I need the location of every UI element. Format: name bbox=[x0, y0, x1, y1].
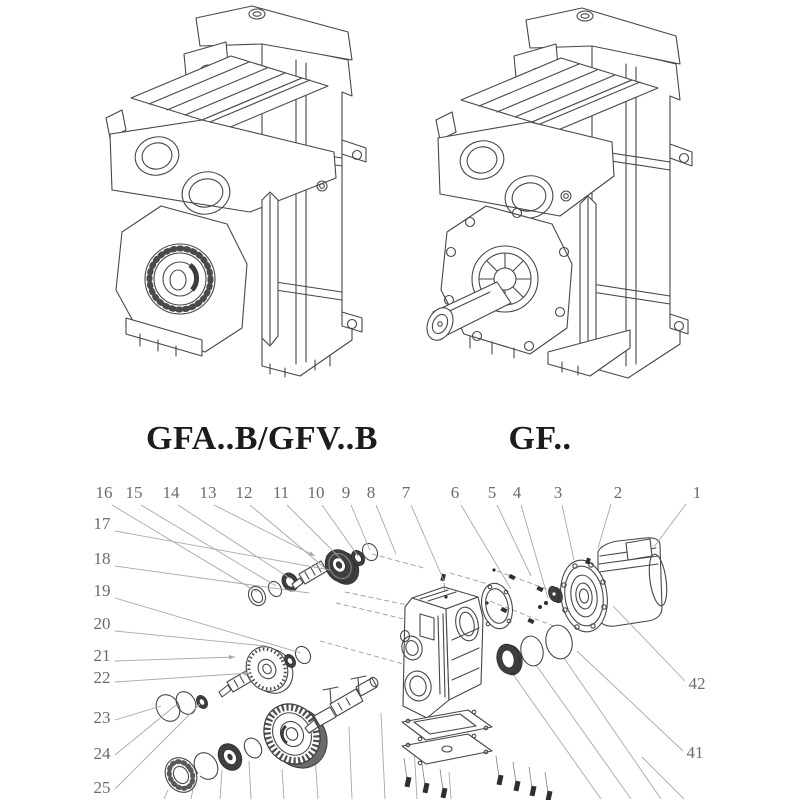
callout-label-8: 8 bbox=[366, 483, 376, 502]
callout-label-17: 17 bbox=[93, 514, 111, 533]
callout-leader-20 bbox=[115, 631, 266, 646]
callout-label-20: 20 bbox=[93, 614, 111, 633]
callout-label-21: 21 bbox=[93, 646, 111, 665]
callout-label-10: 10 bbox=[307, 483, 325, 502]
callout-leader-12 bbox=[250, 505, 325, 568]
callout-arrow-13 bbox=[309, 551, 315, 556]
callout-leader-17 bbox=[115, 531, 330, 570]
callout-leader-2 bbox=[598, 504, 611, 548]
callout-leader-15 bbox=[141, 505, 276, 586]
output-gear-cluster bbox=[159, 676, 380, 798]
exploded-view bbox=[94, 483, 706, 800]
input-shaft-cluster bbox=[245, 541, 380, 609]
callout-label-9: 9 bbox=[341, 483, 351, 502]
model-label-left: GFA..B/GFV..B bbox=[146, 420, 378, 457]
callout-label-3: 3 bbox=[553, 483, 563, 502]
exploded-callouts bbox=[94, 483, 706, 797]
callout-label-16: 16 bbox=[95, 483, 113, 502]
callout-label-14: 14 bbox=[162, 483, 180, 502]
callout-leader-3 bbox=[562, 505, 574, 560]
callout-leader-11 bbox=[287, 505, 342, 560]
callout-label-42: 42 bbox=[688, 674, 706, 693]
callout-label-25: 25 bbox=[93, 778, 111, 797]
callout-label-4: 4 bbox=[512, 483, 522, 502]
bottom-cover bbox=[402, 734, 492, 765]
callout-label-1: 1 bbox=[692, 483, 702, 502]
callout-leader-24 bbox=[115, 705, 176, 755]
callout-leader-4 bbox=[521, 505, 548, 598]
model-label-right: GF.. bbox=[508, 420, 572, 457]
callout-leader-5 bbox=[497, 505, 531, 576]
callout-label-41: 41 bbox=[686, 743, 704, 762]
callout-leader-14 bbox=[178, 505, 291, 579]
housing-gasket bbox=[402, 710, 492, 741]
callout-label-6: 6 bbox=[450, 483, 460, 502]
output-rings bbox=[494, 623, 575, 677]
callout-label-19: 19 bbox=[93, 581, 111, 600]
callout-leader-9 bbox=[351, 505, 370, 550]
callout-leader-41 bbox=[577, 651, 683, 751]
callout-leader-16 bbox=[112, 505, 257, 592]
motor bbox=[485, 538, 669, 635]
callout-label-22: 22 bbox=[93, 668, 111, 687]
callout-label-15: 15 bbox=[125, 483, 143, 502]
shaft-gearbox-drawing bbox=[422, 8, 692, 378]
callout-label-23: 23 bbox=[93, 708, 111, 727]
callout-leader-21 bbox=[115, 657, 235, 661]
callout-label-5: 5 bbox=[487, 483, 497, 502]
callout-leader-19 bbox=[115, 598, 301, 653]
callout-label-12: 12 bbox=[235, 483, 253, 502]
callout-leader-1 bbox=[654, 504, 686, 547]
gear-housing bbox=[399, 574, 483, 718]
callout-label-7: 7 bbox=[401, 483, 411, 502]
callout-arrow-21 bbox=[229, 655, 235, 659]
callout-leader-13 bbox=[214, 505, 315, 556]
callout-label-24: 24 bbox=[93, 744, 111, 763]
callout-leader-7 bbox=[411, 505, 444, 581]
callout-leader-18 bbox=[115, 566, 309, 593]
callout-label-13: 13 bbox=[199, 483, 217, 502]
callout-label-18: 18 bbox=[93, 549, 111, 568]
callout-leader-10 bbox=[322, 505, 358, 556]
callout-label-11: 11 bbox=[272, 483, 290, 502]
foot-mounted-gearbox-drawing bbox=[106, 6, 366, 377]
callout-leader-8 bbox=[376, 505, 396, 554]
callout-label-2: 2 bbox=[613, 483, 623, 502]
callout-leader-23 bbox=[115, 706, 161, 720]
